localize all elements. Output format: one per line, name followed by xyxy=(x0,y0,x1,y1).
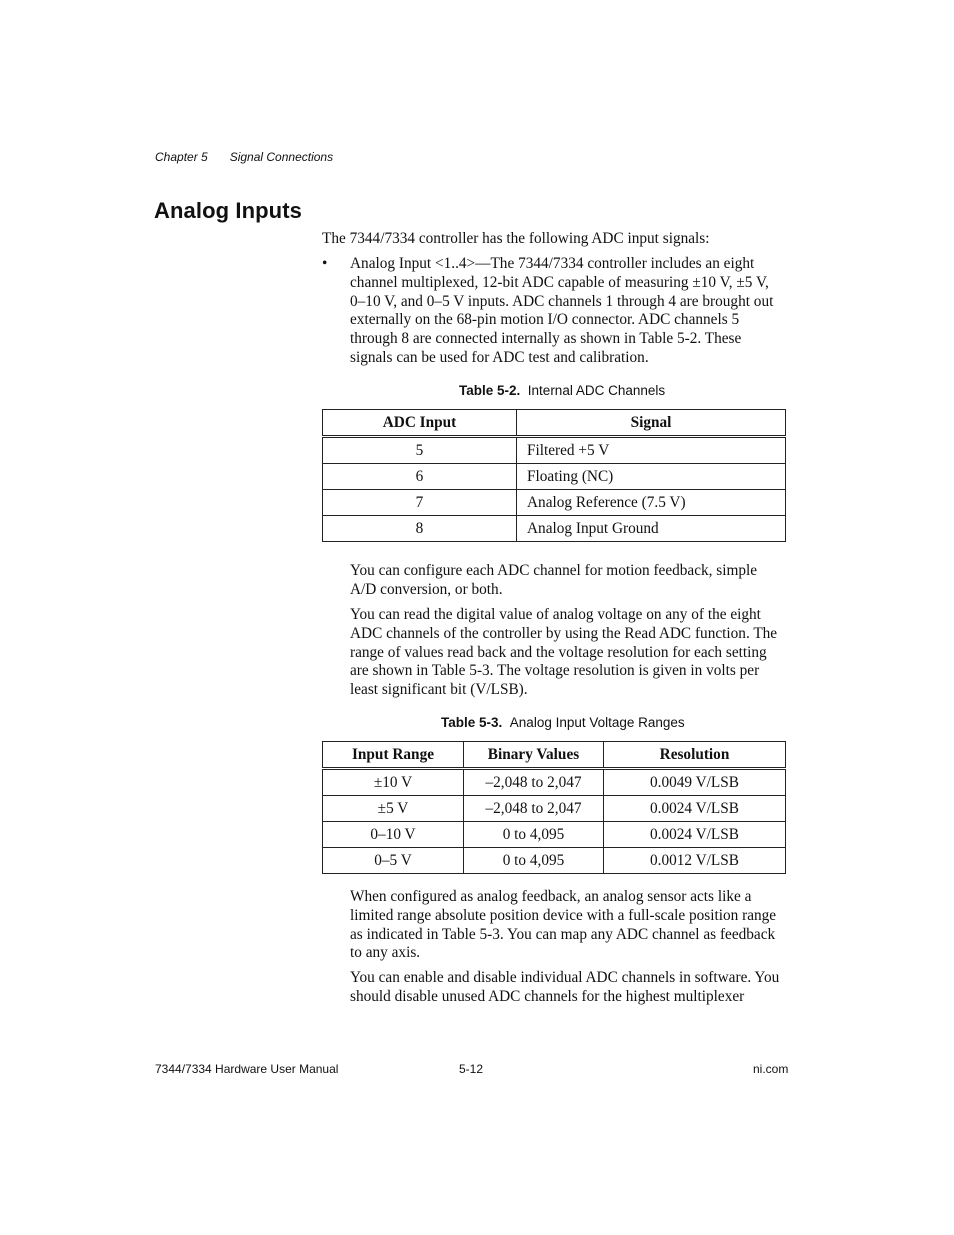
running-header xyxy=(155,150,333,164)
table-cell: Floating (NC) xyxy=(517,464,786,490)
bullet-text: Analog Input <1..4>—The 7344/7334 controller includes an eight channel multiplexed, 12-bit ADC capable of measuring ±10 V, ±5 V, 0–10 V, and 0–5 V inputs. ADC channels 1 through 4 are brought out externally on the 68-pin motion I/O connector. ADC channels 5 through 8 are connected internally as shown in Table 5-2. These signals can be used for ADC test and calibration. xyxy=(350,255,774,366)
table-header-row xyxy=(323,742,786,769)
table-cell: 8 xyxy=(323,516,517,542)
table-header-row xyxy=(323,410,786,437)
section-label: Signal Connections xyxy=(229,150,334,164)
paragraph-read-adc: You can read the digital value of analog voltage on any of the eight ADC channels of the controller by using the Read ADC function. The range of values read back and the voltage resolution for each setting are shown in Table 5-3. The voltage resolution is given in volts per least significant bit (V/LSB). xyxy=(350,606,778,699)
table-cell: –2,048 to 2,047 xyxy=(464,769,604,796)
paragraph-enable-disable: You can enable and disable individual ADC channels in software. You should disable unused ADC channels for the highest multiplexer xyxy=(350,969,780,1005)
table-cell: 0.0024 V/LSB xyxy=(604,822,786,848)
table-cell: 0.0049 V/LSB xyxy=(604,769,786,796)
bullet-symbol: • xyxy=(322,255,328,272)
table-cell: ±5 V xyxy=(323,796,464,822)
table-cell: 0.0024 V/LSB xyxy=(604,796,786,822)
column-header: Binary Values xyxy=(464,742,604,769)
paragraph-configure: You can configure each ADC channel for motion feedback, simple A/D conversion, or both. xyxy=(350,562,758,598)
table-row xyxy=(323,769,786,796)
table-cell: 0 to 4,095 xyxy=(464,848,604,874)
table-cell: ±10 V xyxy=(323,769,464,796)
table-cell: Analog Input Ground xyxy=(517,516,786,542)
table-row xyxy=(323,822,786,848)
voltage-ranges-table xyxy=(322,741,786,874)
paragraph-feedback: When configured as analog feedback, an analog sensor acts like a limited range absolute position device with a full-scale position range as indicated in Table 5-3. You can map any ADC channel as feedback to any axis. xyxy=(350,888,777,962)
table-cell: 7 xyxy=(323,490,517,516)
footer-page-number: 5-12 xyxy=(459,1062,484,1076)
caption-label: Table 5-2. xyxy=(459,383,521,398)
column-header: Signal xyxy=(517,410,786,437)
caption-text: Analog Input Voltage Ranges xyxy=(509,715,685,730)
table-cell: Filtered +5 V xyxy=(517,437,786,464)
table-cell: 0–10 V xyxy=(323,822,464,848)
footer-manual-title: 7344/7334 Hardware User Manual xyxy=(155,1062,339,1076)
table-row xyxy=(323,796,786,822)
table-row xyxy=(323,490,786,516)
table-cell: 6 xyxy=(323,464,517,490)
table-caption-5-2 xyxy=(459,383,665,398)
table-caption-5-3 xyxy=(441,715,685,730)
table-row xyxy=(323,516,786,542)
table-cell: Analog Reference (7.5 V) xyxy=(517,490,786,516)
table-cell: 0–5 V xyxy=(323,848,464,874)
table-row xyxy=(323,464,786,490)
intro-paragraph: The 7344/7334 controller has the following ADC input signals: xyxy=(322,230,710,247)
column-header: Resolution xyxy=(604,742,786,769)
table-cell: 5 xyxy=(323,437,517,464)
adc-channels-table xyxy=(322,409,786,542)
caption-label: Table 5-3. xyxy=(441,715,503,730)
footer-website: ni.com xyxy=(753,1062,789,1076)
column-header: Input Range xyxy=(323,742,464,769)
table-row xyxy=(323,437,786,464)
table-cell: –2,048 to 2,047 xyxy=(464,796,604,822)
table-cell: 0.0012 V/LSB xyxy=(604,848,786,874)
column-header: ADC Input xyxy=(323,410,517,437)
table-row xyxy=(323,848,786,874)
section-title: Analog Inputs xyxy=(154,198,302,223)
chapter-label: Chapter 5 xyxy=(155,150,208,164)
table-cell: 0 to 4,095 xyxy=(464,822,604,848)
caption-text: Internal ADC Channels xyxy=(527,383,666,398)
